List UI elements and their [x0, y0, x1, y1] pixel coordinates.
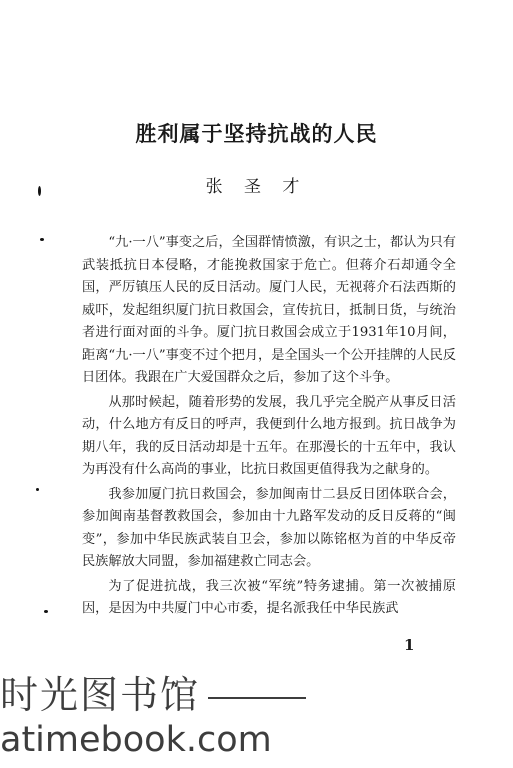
- paragraph: 为了促进抗战，我三次被“军统”特务逮捕。第一次被捕原因，是因为中共厦门中心市委，提名派我任中华民族武: [82, 578, 456, 616]
- watermark-line2: atimebook.com: [0, 720, 272, 760]
- watermark-line1: [0, 664, 513, 719]
- article-title: 胜利属于坚持抗战的人民: [135, 121, 378, 146]
- article-body: [82, 232, 456, 623]
- paragraph: 我参加厦门抗日救国会，参加闽南廿二县反日团体联合会，参加闽南基督教救国会，参加由十九路军发动的反日反蒋的“闽变”，参加中华民族武装自卫会，参加以陈铭枢为首的中华反帝民族解放大同盟，参加福建救亡同志会。: [82, 486, 456, 569]
- scan-speck: [36, 488, 39, 491]
- scan-speck: [40, 238, 44, 241]
- page-number: 1: [404, 636, 415, 654]
- scan-speck: [44, 610, 48, 613]
- watermark-text: 时光图书馆: [0, 673, 201, 717]
- watermark-rule: [208, 697, 306, 699]
- scan-speck: [38, 186, 41, 196]
- paragraph: 从那时候起，随着形势的发展，我几乎完全脱产从事反日活动，什么地方有反日的呼声，我便到什么地方报到。抗日战争为期八年，我的反日活动却是十五年。在那漫长的十五年中，我认为再没有什么高尚的事业，比抗日救国更值得我为之献身的。: [82, 394, 456, 477]
- article-author: 张 圣 才: [205, 177, 308, 197]
- paragraph: “九·一八”事变之后，全国群情愤激，有识之士，都认为只有武装抵抗日本侵略，才能挽救国家于危亡。但蒋介石却通令全国，严厉镇压人民的反日活动。厦门人民，无视蒋介石法西斯的威吓，发起组织厦门抗日救国会，宣传抗日，抵制日货，与统治者进行面对面的斗争。厦门抗日救国会成立于1931年10月间，距离“九·一八”事变不过个把月，是全国头一个公开挂牌的人民反日团体。我跟在广大爱国群众之后，参加了这个斗争。: [82, 235, 456, 385]
